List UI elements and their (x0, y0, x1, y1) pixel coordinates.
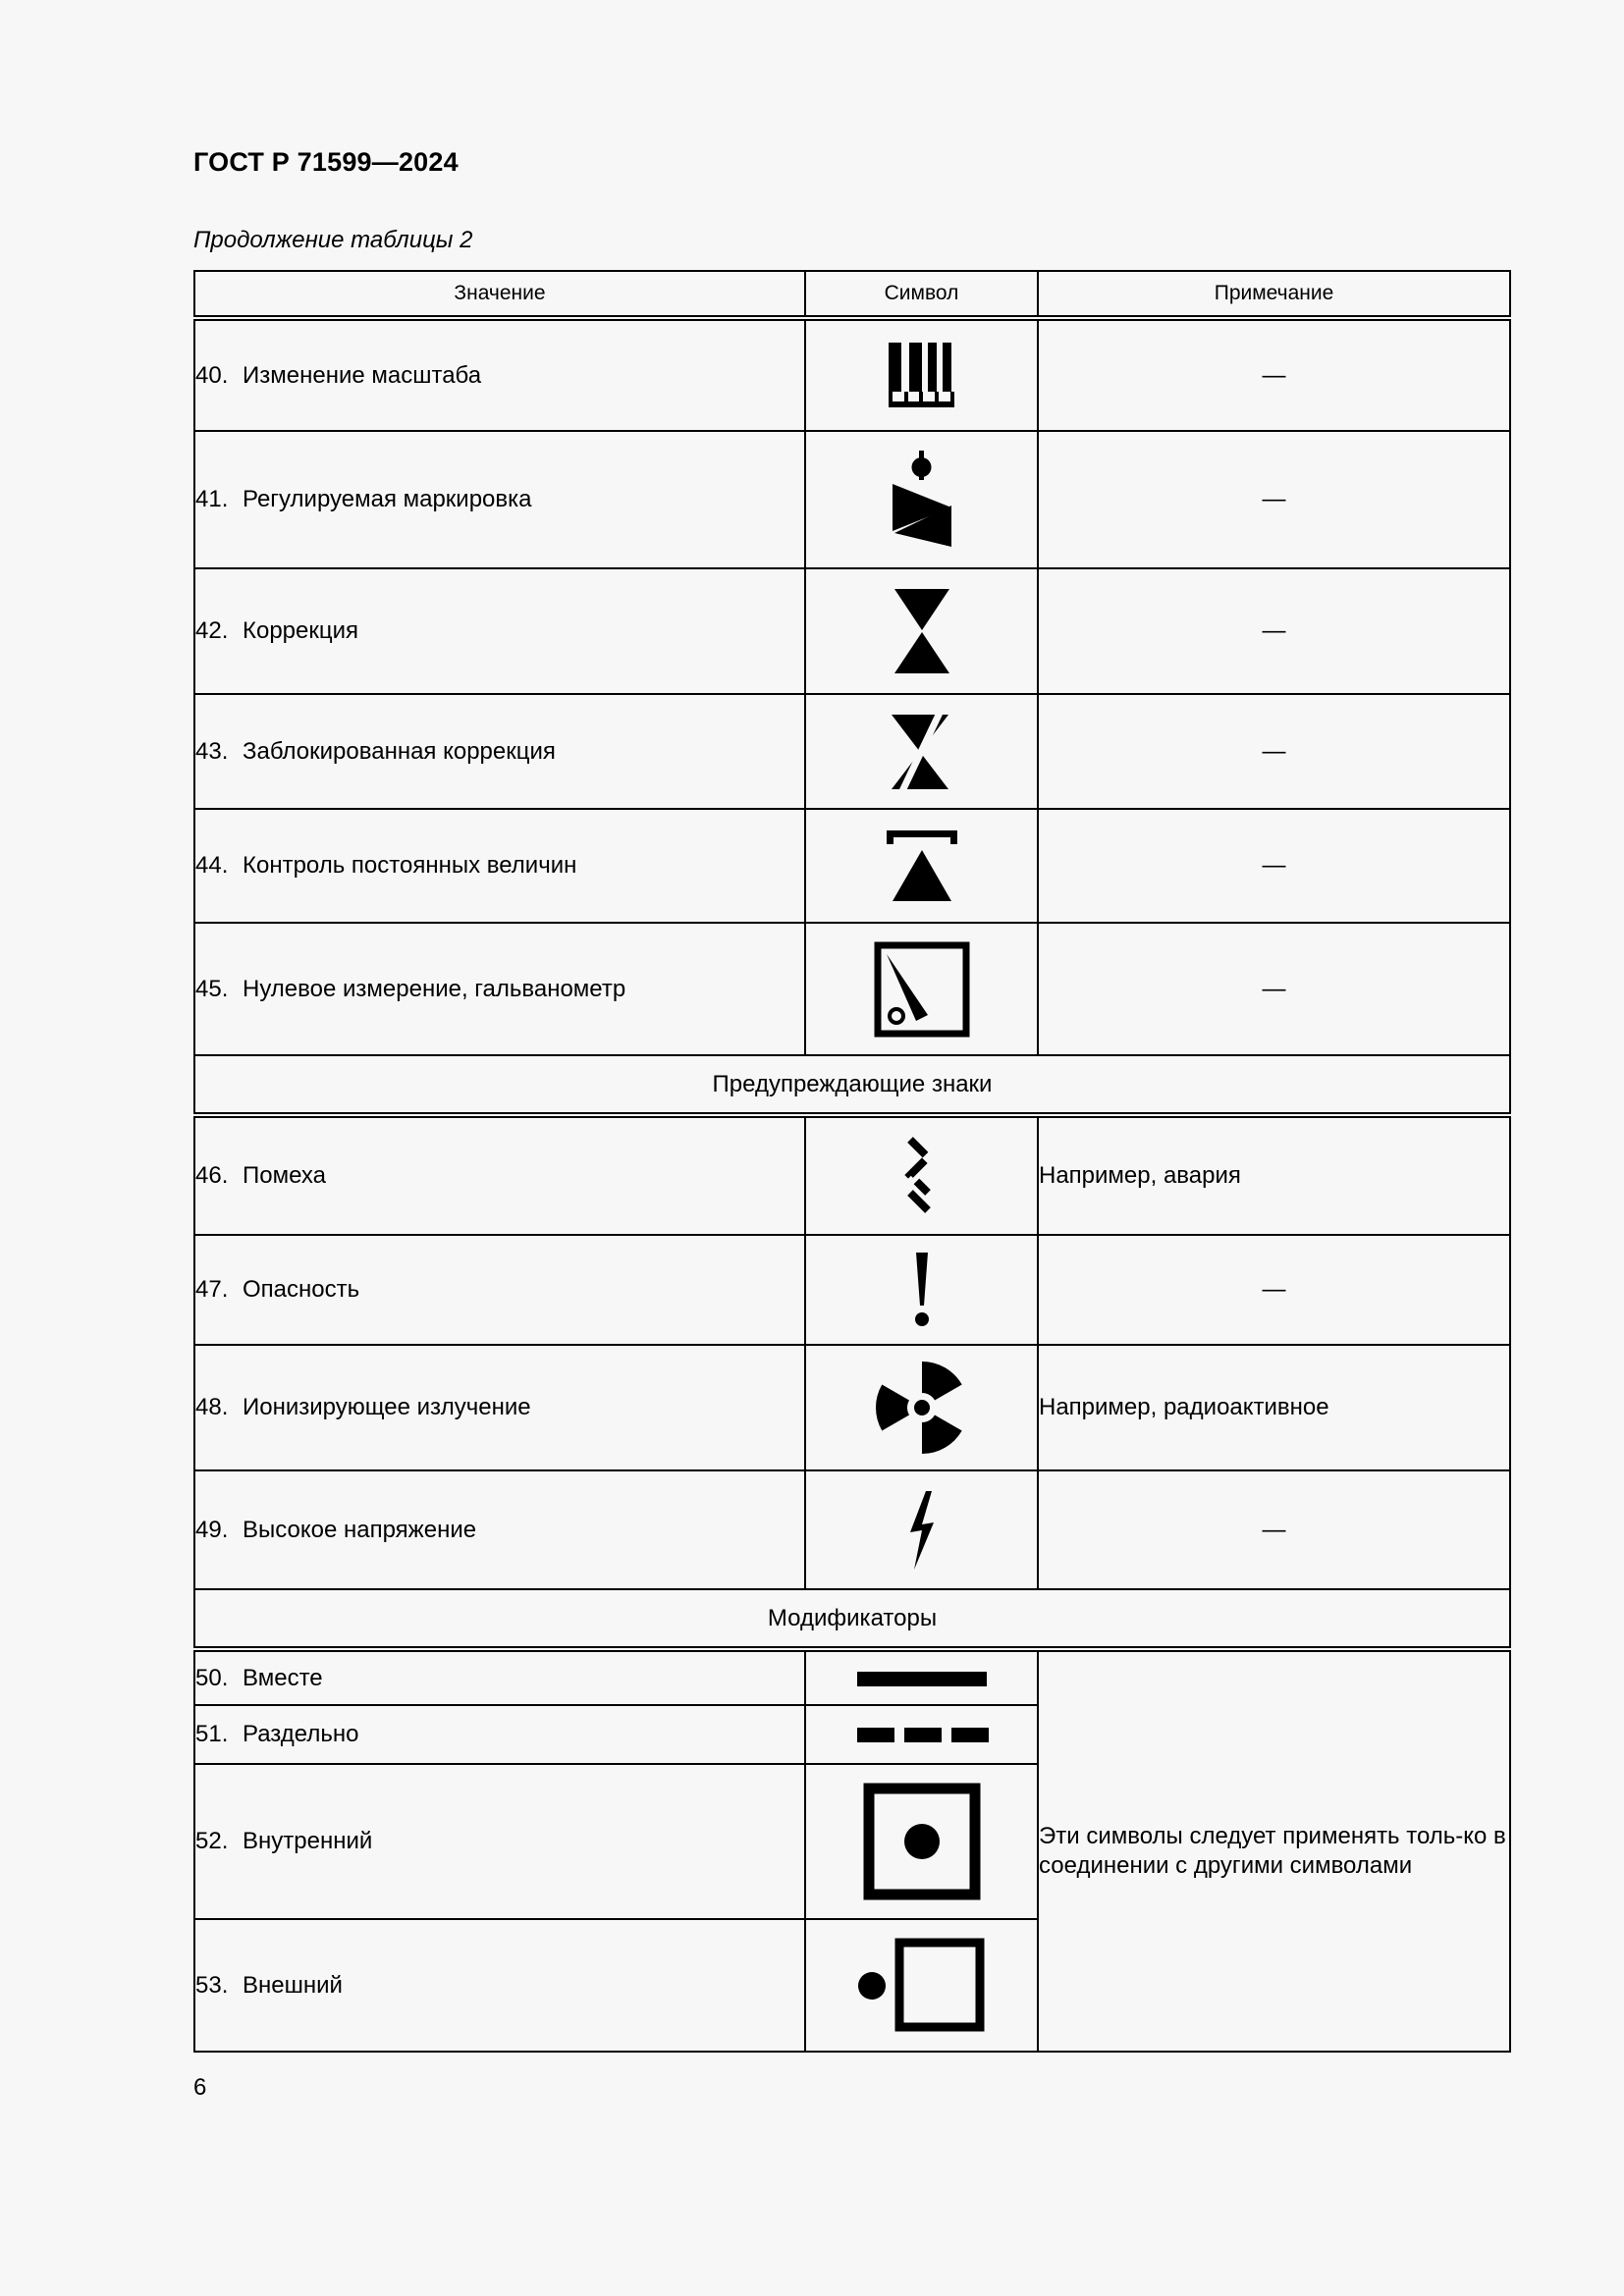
row-number: 53. (195, 1971, 229, 1999)
header-note: Примечание (1038, 271, 1510, 318)
row-label: Помеха (243, 1162, 326, 1189)
row-note: — (1038, 318, 1510, 431)
row-number: 42. (195, 617, 229, 644)
row-number: 43. (195, 737, 229, 765)
row-label: Контроль постоянных величин (243, 852, 577, 879)
row-number: 51. (195, 1721, 229, 1747)
row-note: — (1038, 1470, 1510, 1589)
row-number: 44. (195, 852, 229, 879)
row-number: 52. (195, 1828, 229, 1854)
row-number: 45. (195, 975, 229, 1002)
row-number: 40. (195, 361, 229, 389)
table-row (194, 1115, 1510, 1235)
row-label: Опасность (243, 1276, 360, 1303)
row-number: 49. (195, 1516, 229, 1543)
correction-icon (893, 587, 951, 675)
row-label: Коррекция (243, 617, 359, 644)
row-label: Вместе (243, 1664, 323, 1691)
table-header-row (194, 271, 1510, 318)
row-note: — (1038, 568, 1510, 694)
row-label: Внутренний (243, 1828, 373, 1854)
radiation-icon (873, 1359, 971, 1457)
standard-title: ГОСТ Р 71599—2024 (193, 147, 459, 177)
row-note: — (1038, 923, 1510, 1055)
table-row (194, 568, 1510, 694)
table-row (194, 1470, 1510, 1589)
row-note: — (1038, 809, 1510, 923)
table-row (194, 431, 1510, 568)
header-symbol: Символ (805, 271, 1038, 318)
row-label: Ионизирующее излучение (243, 1394, 531, 1420)
row-label: Заблокированная коррекция (243, 737, 556, 765)
row-number: 41. (195, 486, 229, 512)
page-number: 6 (193, 2074, 207, 2101)
row-label: Высокое напряжение (243, 1516, 477, 1543)
row-note: — (1038, 1235, 1510, 1345)
section-title-modifiers: Модификаторы (194, 1589, 1510, 1649)
table-row (194, 809, 1510, 923)
header-meaning: Значение (194, 271, 805, 318)
danger-icon (907, 1251, 937, 1329)
row-note: Например, авария (1038, 1115, 1510, 1235)
modifiers-note: Эти символы следует применять толь-ко в соединении с другими символами (1038, 1649, 1510, 2052)
row-number: 47. (195, 1276, 229, 1303)
symbols-table (193, 270, 1511, 2053)
adjustable-marking-icon (883, 449, 961, 551)
table-row (194, 318, 1510, 431)
row-number: 46. (195, 1162, 229, 1189)
table-row (194, 1235, 1510, 1345)
table-row (194, 1649, 1510, 1705)
table-caption: Продолжение таблицы 2 (193, 227, 473, 253)
row-label: Нулевое измерение, гальванометр (243, 975, 626, 1002)
section-row-warning (194, 1055, 1510, 1115)
row-label: Регулируемая маркировка (243, 486, 532, 512)
table-row (194, 923, 1510, 1055)
table-row (194, 1345, 1510, 1470)
galvanometer-icon (873, 940, 971, 1039)
row-note: — (1038, 431, 1510, 568)
row-number: 48. (195, 1394, 229, 1420)
together-icon (855, 1669, 989, 1688)
scale-change-icon (883, 339, 961, 413)
section-title-warning: Предупреждающие знаки (194, 1055, 1510, 1115)
row-note: — (1038, 694, 1510, 809)
row-label: Раздельно (243, 1721, 359, 1747)
row-note: Например, радиоактивное (1038, 1345, 1510, 1470)
external-icon (858, 1937, 986, 2035)
interference-icon (902, 1132, 942, 1220)
row-label: Внешний (243, 1971, 343, 1999)
constant-control-icon (883, 827, 961, 905)
separately-icon (855, 1725, 989, 1744)
locked-correction-icon (888, 713, 956, 791)
section-row-modifiers (194, 1589, 1510, 1649)
table-row (194, 694, 1510, 809)
row-label: Изменение масштаба (243, 361, 482, 389)
high-voltage-icon (902, 1489, 942, 1572)
internal-icon (863, 1783, 981, 1900)
row-number: 50. (195, 1664, 229, 1691)
